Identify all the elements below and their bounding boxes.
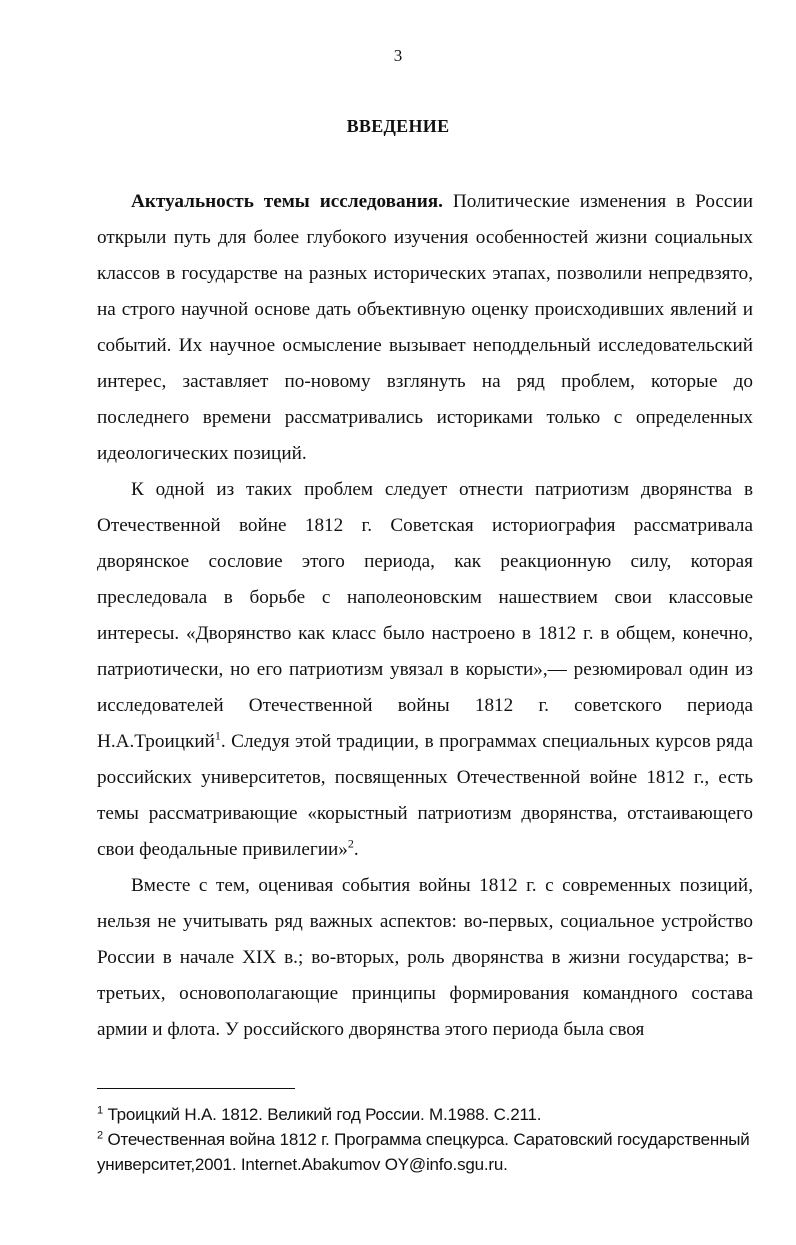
paragraph-text: . <box>353 839 359 860</box>
paragraph-aspects <box>97 868 753 1048</box>
footnote-marker: 1 <box>97 1104 103 1117</box>
paragraph-text: . Следуя этой традиции, в программах специальных курсов ряда российских университетов, посвященных Отечественной войне 1812 г., есть темы рассматривающие «корыстный патриотизм дворянства, отстаивающего свои феодальные привилегии» <box>97 731 753 860</box>
footnotes <box>97 1102 753 1177</box>
footnote-marker: 2 <box>97 1129 103 1142</box>
footnote-1 <box>97 1102 753 1127</box>
paragraph-relevance <box>97 184 753 472</box>
paragraph-text: Вместе с тем, оценивая события войны 1812 г. с современных позиций, нельзя не учитывать ряд важных аспектов: во-первых, социальное устройство России в начале XIX в.; во-вторых, роль дворянства в жизни государства; в-третьих, основополагающие принципы формирования командного состава армии и флота. У российского дворянства этого периода была своя <box>97 875 753 1040</box>
body-text <box>97 184 753 1048</box>
footnote-text: Троицкий Н.А. 1812. Великий год России. М.1988. С.211. <box>102 1105 542 1124</box>
footnote-separator <box>97 1088 295 1089</box>
footnote-reference-2: 2 <box>347 836 354 851</box>
page-number: 3 <box>393 46 403 65</box>
paragraph-lead-bold: Актуальность темы исследования. <box>131 191 443 212</box>
paragraph-text: Политические изменения в России открыли путь для более глубокого изучения особенностей жизни социальных классов в государстве на разных исторических этапах, позволили непредвзято, на строго научной основе дать объективную оценку происходивших явлений и событий. Их научное осмысление вызывает неподдельный исследовательский интерес, заставляет по-новому взглянуть на ряд проблем, которые до последнего времени рассматривались историками только с определенных идеологических позиций. <box>97 191 753 464</box>
footnote-2 <box>97 1127 753 1177</box>
paragraph-historiography <box>97 472 753 868</box>
footnote-reference-1: 1 <box>214 728 221 743</box>
section-heading: ВВЕДЕНИЕ <box>346 116 450 136</box>
footnote-text: Отечественная война 1812 г. Программа спецкурса. Саратовский государственный университет,2001. Internet.Abakumov OY@info.sgu.ru. <box>97 1130 750 1174</box>
paragraph-text: К одной из таких проблем следует отнести патриотизм дворянства в Отечественной войне 1812 г. Советская историография рассматривала дворянское сословие этого периода, как реакционную силу, которая преследовала в борьбе с наполеоновским нашествием свои классовые интересы. «Дворянство как класс было настроено в 1812 г. в общем, конечно, патриотически, но его патриотизм увязал в корысти»,— резюмировал один из исследователей Отечественной войны 1812 г. советского периода Н.А.Троицкий <box>97 479 753 752</box>
